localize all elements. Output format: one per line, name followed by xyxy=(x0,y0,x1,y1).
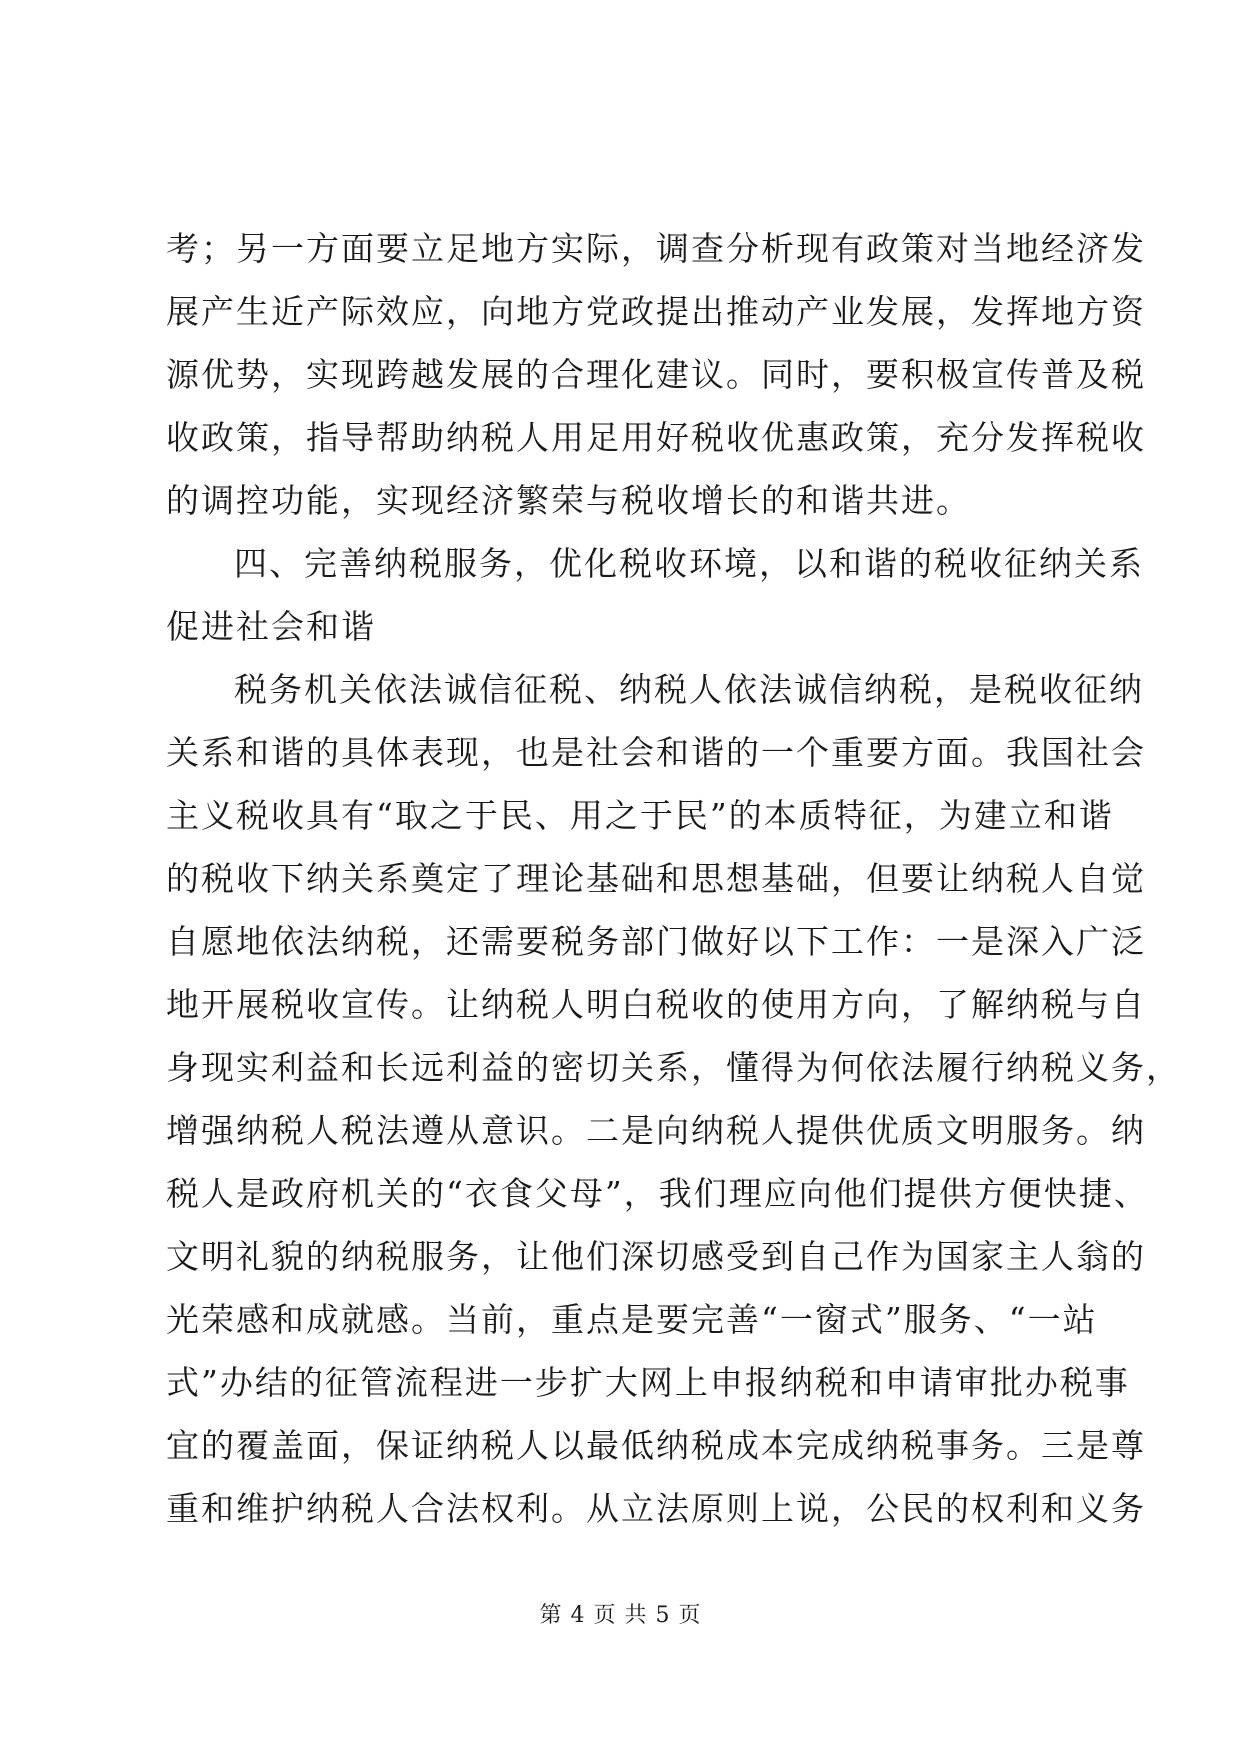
text-line-16: 税人是政府机关的“衣食父母”，我们理应向他们提供方便快捷、 xyxy=(166,1174,1149,1213)
text-line-20: 宜的覆盖面，保证纳税人以最低纳税成本完成纳税事务。三是尊 xyxy=(166,1426,1146,1465)
text-line-4: 收政策，指导帮助纳税人用足用好税收优惠政策，充分发挥税收 xyxy=(166,418,1146,457)
text-line-2: 展产生近产际效应，向地方党政提出推动产业发展，发挥地方资 xyxy=(166,292,1146,331)
text-line-10: 主义税收具有“取之于民、用之于民”的本质特征，为建立和谐 xyxy=(166,796,1114,835)
text-line-3: 源优势，实现跨越发展的合理化建议。同时，要积极宣传普及税 xyxy=(166,355,1146,394)
text-line-17: 文明礼貌的纳税服务，让他们深切感受到自己作为国家主人翁的 xyxy=(166,1237,1146,1276)
text-line-1: 考；另一方面要立足地方实际，调查分析现有政策对当地经济发 xyxy=(166,229,1146,268)
text-line-8: 税务机关依法诚信征税、纳税人依法诚信纳税，是税收征纳 xyxy=(234,670,1144,709)
text-line-15: 增强纳税人税法遵从意识。二是向纳税人提供优质文明服务。纳 xyxy=(166,1111,1146,1150)
text-line-18: 光荣感和成就感。当前，重点是要完善“一窗式”服务、“一站 xyxy=(166,1300,1098,1339)
page-footer: 第 4 页 共 5 页 xyxy=(539,1603,702,1628)
section-heading-line-1: 四、完善纳税服务，优化税收环境，以和谐的税收征纳关系 xyxy=(234,544,1144,583)
text-line-5: 的调控功能，实现经济繁荣与税收增长的和谐共进。 xyxy=(166,481,971,520)
text-line-11: 的税收下纳关系奠定了理论基础和思想基础，但要让纳税人自觉 xyxy=(166,859,1146,898)
text-line-14: 身现实利益和长远利益的密切关系，懂得为何依法履行纳税义务， xyxy=(166,1048,1181,1087)
text-line-19: 式”办结的征管流程进一步扩大网上申报纳税和申请审批办税事 xyxy=(166,1363,1130,1402)
text-line-12: 自愿地依法纳税，还需要税务部门做好以下工作：一是深入广泛 xyxy=(166,922,1146,961)
section-heading-line-2: 促进社会和谐 xyxy=(166,607,376,646)
text-line-21: 重和维护纳税人合法权利。从立法原则上说，公民的权利和义务 xyxy=(166,1489,1146,1528)
text-line-9: 关系和谐的具体表现，也是社会和谐的一个重要方面。我国社会 xyxy=(166,733,1146,772)
text-line-13: 地开展税收宣传。让纳税人明白税收的使用方向，了解纳税与自 xyxy=(166,985,1146,1024)
